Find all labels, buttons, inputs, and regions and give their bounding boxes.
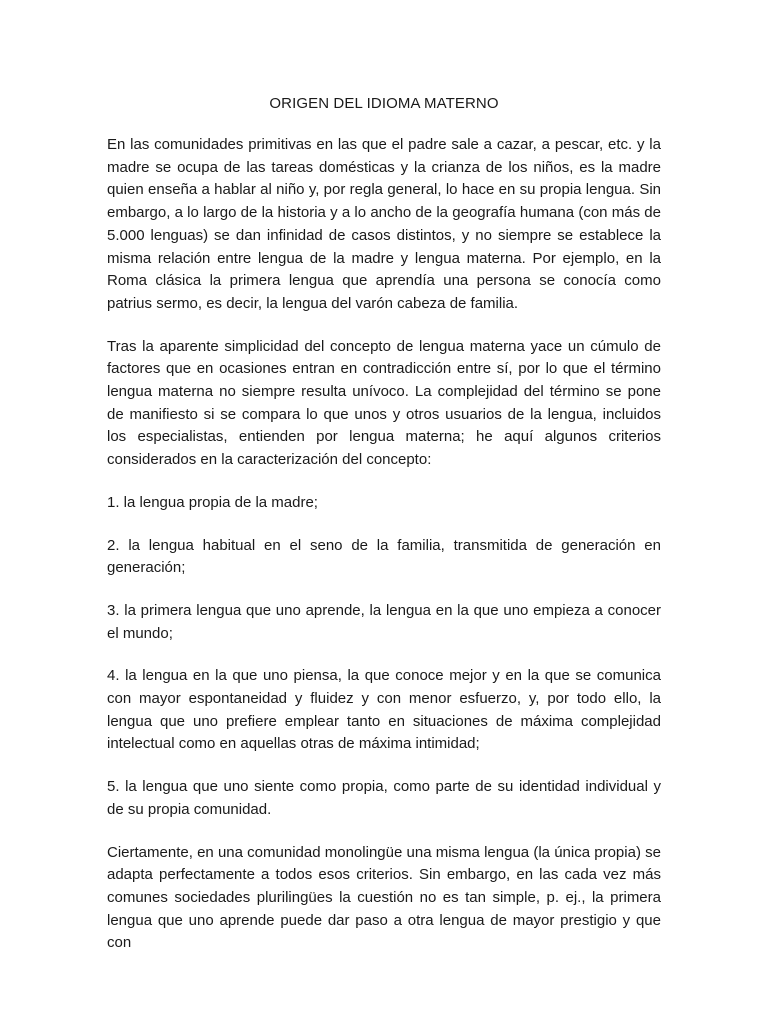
paragraph-intro: En las comunidades primitivas en las que el padre sale a cazar, a pescar, etc. y la madre se ocupa de las tareas domésticas y la crianza de los niños, es la madre quien enseña a hablar al niño y, por regla general, lo hace en su propia lengua. Sin embargo, a lo largo de la historia y a lo ancho de la geografía humana (con más de 5.000 lenguas) se dan infinidad de casos distintos, y no siempre se establece la misma relación entre lengua de la madre y lengua materna. Por ejemplo, en la Roma clásica la primera lengua que aprendía una persona se conocía como patrius sermo, es decir, la lengua del varón cabeza de familia. [107,136,661,312]
paragraph-conclusion: Ciertamente, en una comunidad monolingüe una misma lengua (la única propia) se adapta perfectamente a todos esos criterios. Sin embargo, en las cada vez más comunes sociedades plurilingües la cuestión no es tan simple, p. ej., la primera lengua que uno aprende puede dar paso a otra lengua de mayor prestigio y que con [107,843,661,952]
criterion-1: 1. la lengua propia de la madre; [107,493,318,511]
document-title: ORIGEN DEL IDIOMA MATERNO [269,95,499,112]
criterion-2: 2. la lengua habitual en el seno de la familia, transmitida de generación en generación; [107,536,661,577]
criterion-4: 4. la lengua en la que uno piensa, la que conoce mejor y en la que se comunica con mayor espontaneidad y fluidez y con menor esfuerzo, y, por todo ello, la lengua que uno prefiere emplear tanto en situaciones de máxima complejidad intelectual como en aquellas otras de máxima intimidad; [107,667,661,753]
document-page [107,93,661,955]
criterion-3: 3. la primera lengua que uno aprende, la lengua en la que uno empieza a conocer el mundo; [107,601,661,642]
criterion-5: 5. la lengua que uno siente como propia, como parte de su identidad individual y de su propia comunidad. [107,778,661,818]
paragraph-concept: Tras la aparente simplicidad del concepto de lengua materna yace un cúmulo de factores que en ocasiones entran en contradicción entre sí, por lo que el término lengua materna no siempre resulta unívoco. La complejidad del término se pone de manifiesto si se compara lo que unos y otros usuarios de la lengua, incluidos los especialistas, entienden por lengua materna; he aquí algunos criterios considerados en la caracterización del concepto: [107,337,661,469]
